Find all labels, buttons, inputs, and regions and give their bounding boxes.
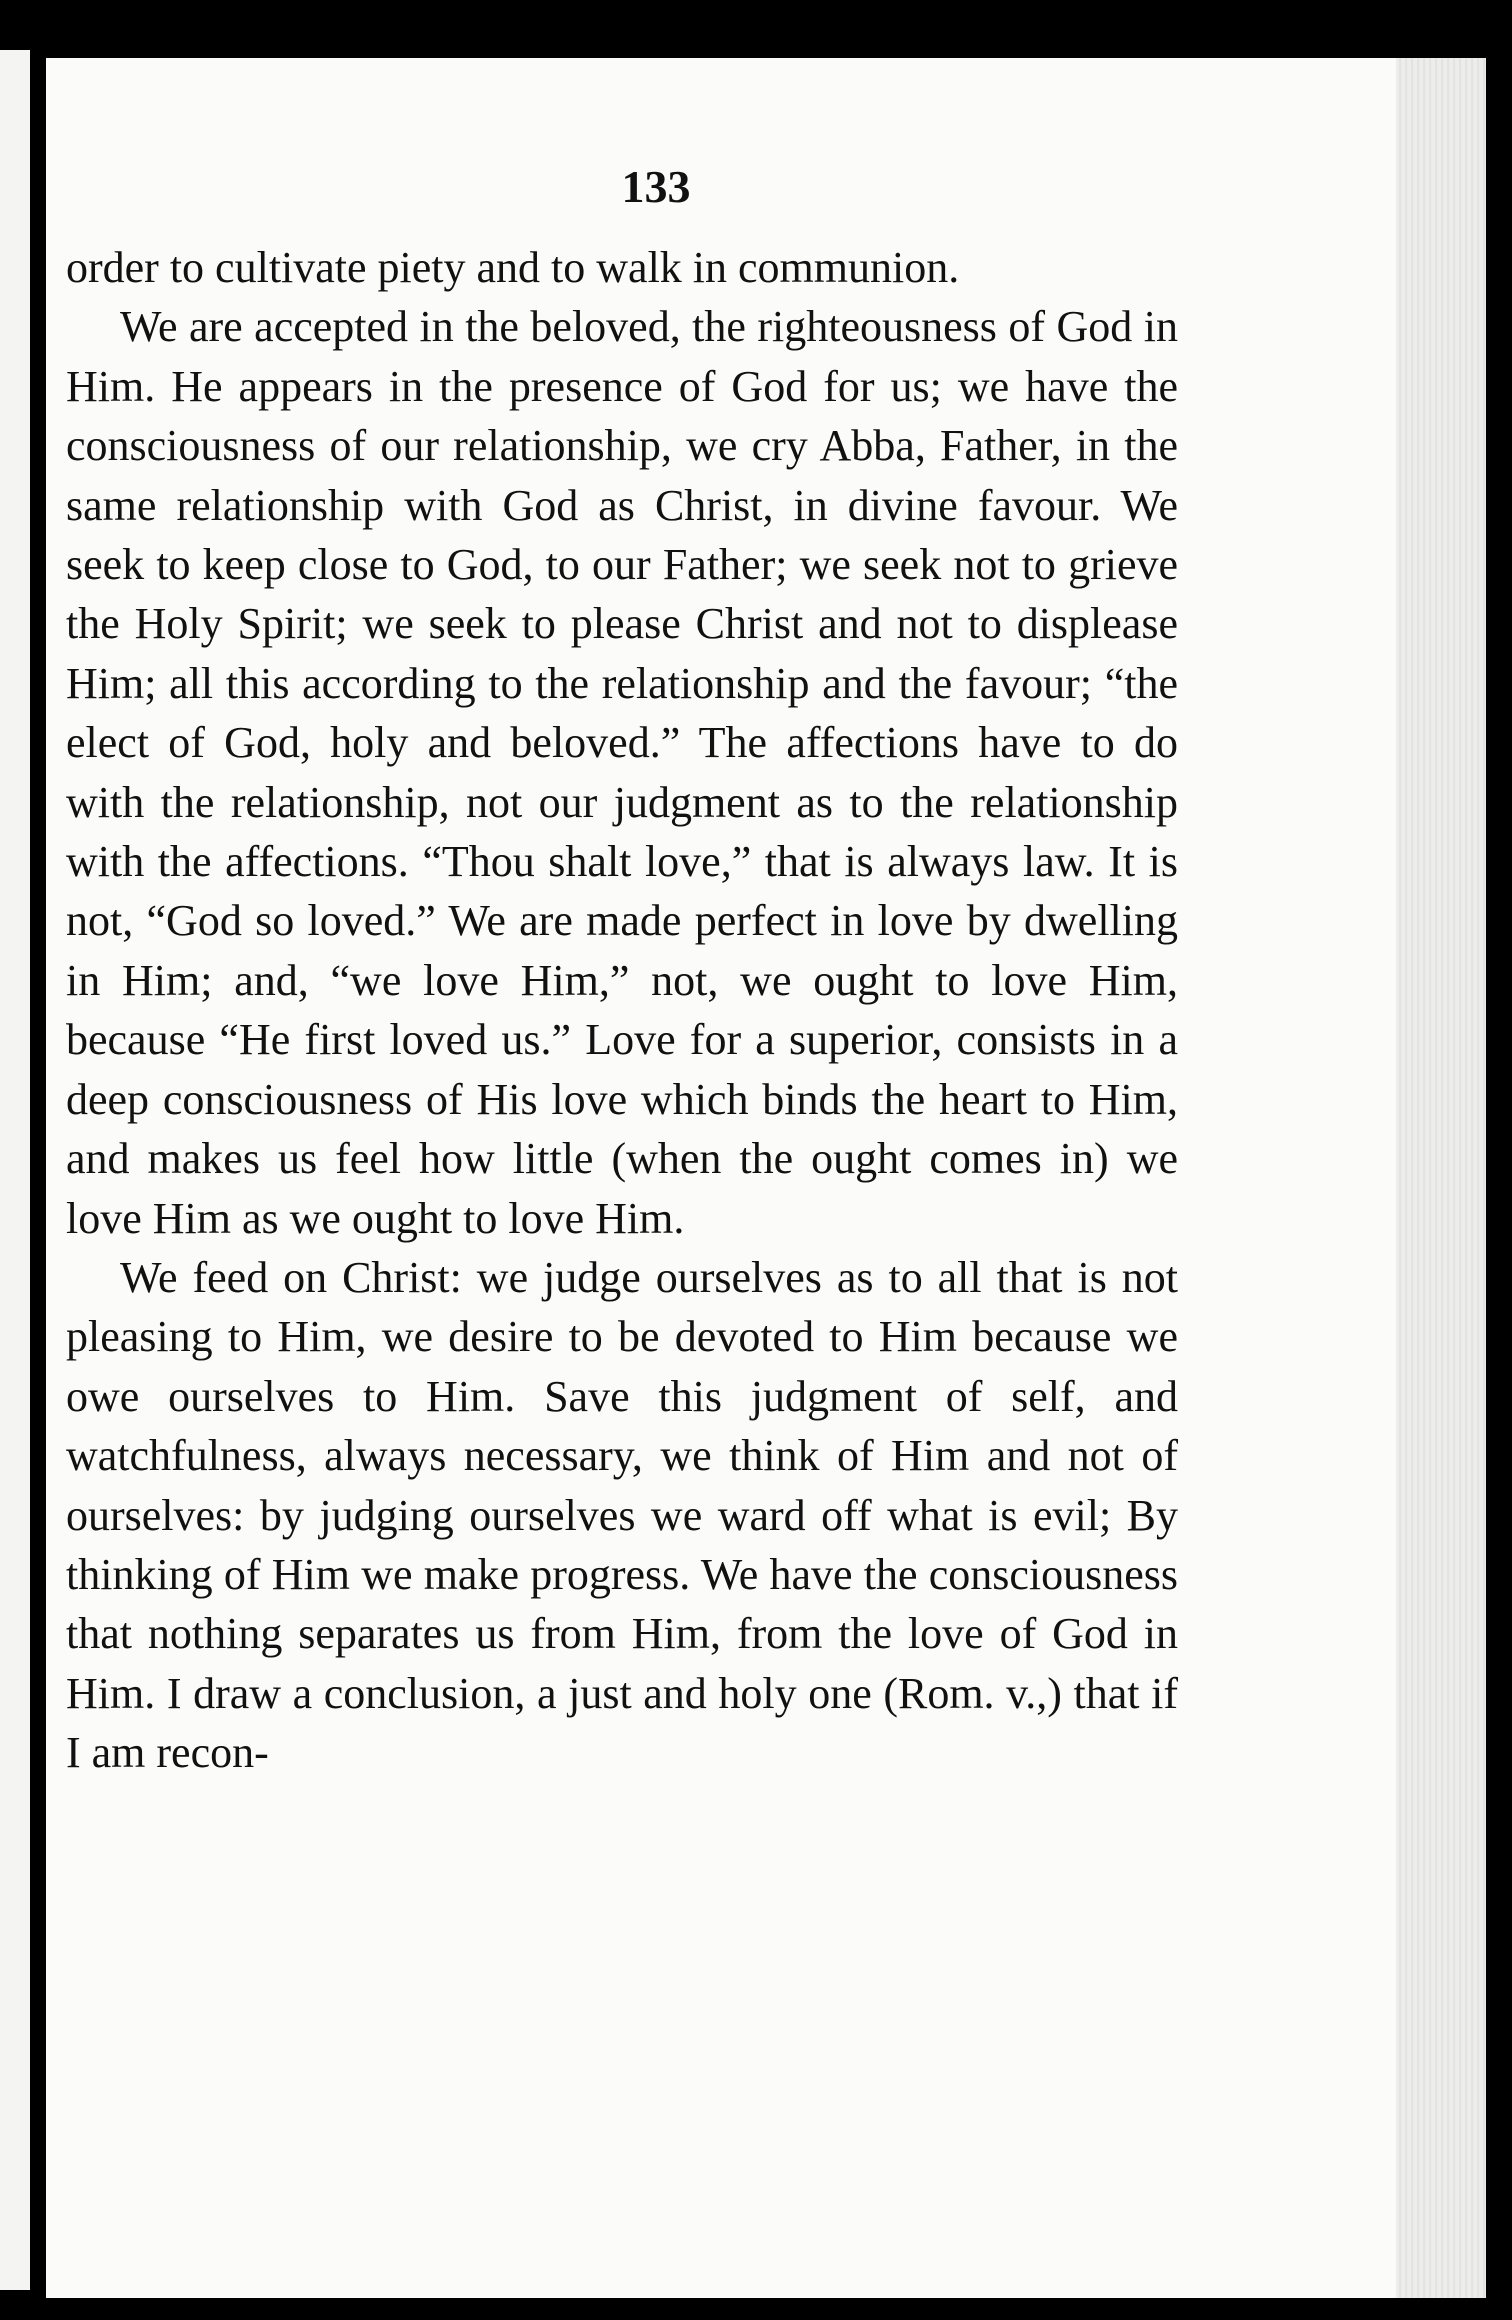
book-page [46, 58, 1486, 2298]
page-body-text [66, 238, 1178, 1783]
page-stack-edge [1396, 58, 1486, 2298]
paragraph: We are accepted in the beloved, the righteousness of God in Him. He appears in the presence of God for us; we have the consciousness of our relationship, we cry Abba, Father, in the same relationship with God as Christ, in divine favour. We seek to keep close to God, to our Father; we seek not to grieve the Holy Spirit; we seek to please Christ and not to displease Him; all this according to the relationship and the favour; “the elect of God, holy and beloved.” The affections have to do with the relationship, not our judgment as to the relationship with the affections. “Thou shalt love,” that is always law. It is not, “God so loved.” We are made perfect in love by dwelling in Him; and, “we love Him,” not, we ought to love Him, because “He first loved us.” Love for a superior, consists in a deep consciousness of His love which binds the heart to Him, and makes us feel how little (when the ought comes in) we love Him as we ought to love Him. [66, 302, 1178, 1243]
facing-page-edge [0, 50, 30, 2290]
paragraph-continuation: order to cultivate piety and to walk in communion. [66, 243, 960, 292]
page-number: 133 [621, 161, 691, 212]
paragraph: We feed on Christ: we judge ourselves as to all that is not pleasing to Him, we desire to be devoted to Him because we owe ourselves to Him. Save this judgment of self, and watchfulness, always necessary, we think of Him and not of ourselves: by judging ourselves we ward off what is evil; By thinking of Him we make progress. We have the consciousness that nothing separates us from Him, from the love of God in Him. I draw a conclusion, a just and holy one (Rom. v.,) that if I am recon- [66, 1252, 1178, 1778]
